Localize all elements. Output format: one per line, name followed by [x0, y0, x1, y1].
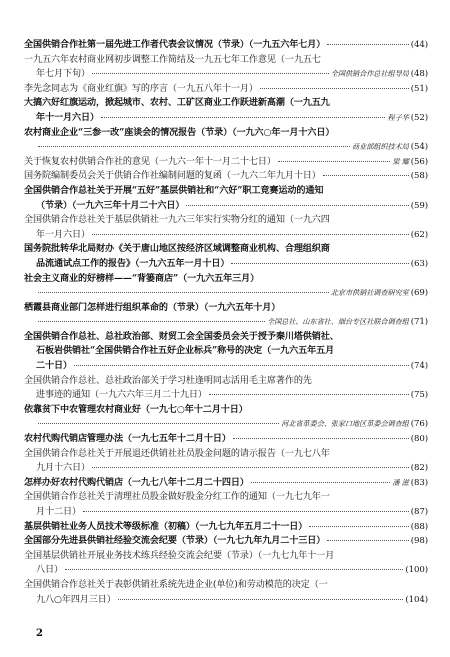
toc-entry-page: (104): [405, 594, 428, 605]
toc-entry[interactable]: [24, 155, 428, 170]
toc-entry-title-cont: （节录）（一九六三年十月二十六日）: [36, 199, 185, 211]
toc-entry-author: 全国总社、山东省社、烟台专区社联合调查组: [266, 317, 409, 327]
dot-leader: [92, 467, 409, 468]
toc-entry[interactable]: [24, 549, 428, 578]
toc-entry-title: 社会主义商业的好榜样——“背篓商店”（一九六五年三月）: [24, 272, 260, 284]
toc-entry-title-cont: 年七月下旬）: [36, 69, 90, 80]
toc-entry[interactable]: [24, 272, 428, 301]
toc-entry-title-cont: 年一月六日）: [36, 229, 90, 240]
toc-entry[interactable]: [24, 520, 428, 535]
dot-leader: [233, 438, 409, 439]
toc-entry-title-cont: 月十二日）: [36, 507, 81, 517]
dot-leader: [251, 482, 391, 483]
dot-leader: [260, 88, 409, 89]
toc-entry-title-cont: 二十日）: [36, 360, 72, 372]
dot-leader: [186, 205, 408, 206]
toc-entry-author: 潘 滋: [392, 477, 409, 487]
dot-leader: [65, 569, 403, 570]
table-of-contents: [24, 38, 428, 607]
toc-entry-title: 李先念同志为《商业红旗》写的序言（一九五八年十一月）: [24, 83, 258, 94]
toc-entry[interactable]: [24, 534, 428, 549]
toc-entry-page: (54): [410, 142, 428, 153]
dot-leader: [327, 540, 409, 541]
toc-entry[interactable]: [24, 403, 428, 432]
toc-entry-page: (100): [405, 565, 428, 576]
toc-entry-page: (48): [410, 69, 428, 80]
dot-leader: [74, 365, 409, 366]
toc-entry[interactable]: [24, 490, 428, 519]
toc-entry[interactable]: [24, 432, 428, 447]
toc-entry-title-cont: 九月十六日）: [36, 463, 90, 474]
toc-entry-page: (88): [410, 521, 428, 532]
toc-entry-page: (82): [410, 463, 428, 474]
toc-entry-title: 全国基层供销社开展业务技术练兵经验交流会纪要（节录）（一九七九年十一月: [24, 550, 335, 561]
dot-leader: [38, 321, 265, 322]
toc-entry-page: (52): [410, 112, 428, 123]
toc-entry-title: 全国供销合作总社关于基层供销社一九六三年实行实物分红的通知（一九六四: [24, 215, 330, 226]
toc-entry-title: 大搞六好红旗运动，掀起城市、农村、工矿区商业工作跃进新高潮（一九五九: [24, 97, 330, 109]
toc-entry[interactable]: [24, 374, 428, 403]
toc-entry-page: (63): [410, 258, 428, 269]
toc-entry-author: 河北省革委会、张家口地区革委会调查组: [281, 419, 409, 429]
toc-entry-title: 依靠贫下中农管理农村商业好（一九七○年十二月十日）: [24, 403, 248, 415]
toc-entry-title: 全国供销合作社第一届先进工作者代表会议情况（节录）（一九五六年七月）: [24, 39, 326, 50]
toc-entry-page: (62): [410, 229, 428, 240]
toc-entry-page: (71): [410, 317, 428, 328]
toc-entry-title: 全国供销合作总社、总社政治部关于学习杜逢明同志活用毛主席著作的先: [24, 375, 312, 386]
toc-entry-title-cont: 品流通试点工作的报告》（一九六五年一月十日）: [36, 257, 230, 269]
dot-leader: [92, 73, 329, 74]
toc-entry-page: (76): [410, 419, 428, 430]
toc-entry[interactable]: [24, 169, 428, 184]
toc-entry[interactable]: [24, 578, 428, 607]
dot-leader: [38, 146, 350, 147]
toc-entry-author: 程子华: [387, 112, 409, 122]
dot-leader: [118, 599, 404, 600]
toc-entry[interactable]: [24, 330, 428, 374]
dot-leader: [327, 44, 409, 45]
toc-entry-page: (58): [410, 171, 428, 182]
toc-entry-page: (69): [410, 288, 428, 299]
toc-entry-title: 全国供销合作总社关于清理社员股金做好股金分红工作的通知（一九七九年一: [24, 492, 330, 503]
toc-entry-author: 梁 耀: [392, 156, 409, 166]
toc-entry-title: 关于恢复农村供销合作社的意见（一九六一年十一月二十七日）: [24, 156, 276, 167]
toc-entry[interactable]: [24, 213, 428, 242]
dot-leader: [209, 394, 409, 395]
dot-leader: [278, 161, 391, 162]
toc-entry-title: 全国供销合作总社关于开展退还供销社社员股金问题的请示报告（一九七八年: [24, 448, 330, 459]
toc-entry-title: 全国供销合作总社、总社政治部、财贸工会全国委员会关于授予秦川塔供销社、: [24, 330, 339, 342]
toc-entry-title: 全国部分先进县供销社经验交流会纪要（节录）（一九七九年九月二十三日）: [24, 535, 326, 547]
toc-entry[interactable]: [24, 242, 428, 271]
toc-entry[interactable]: [24, 82, 428, 97]
toc-entry[interactable]: [24, 184, 428, 213]
toc-entry-title: 一九五六年农村商业网初步调整工作简结及一九五七年工作意见（一九五七: [24, 54, 321, 65]
toc-entry[interactable]: [24, 96, 428, 125]
toc-entry-page: (44): [410, 40, 428, 50]
toc-entry-author: 商业部组织技术局: [352, 142, 409, 152]
toc-entry-page: (98): [410, 536, 428, 547]
dot-leader: [231, 263, 408, 264]
toc-entry[interactable]: [24, 447, 428, 476]
dot-leader: [323, 175, 409, 176]
dot-leader: [83, 511, 409, 512]
toc-entry-page: (87): [410, 507, 428, 517]
toc-entry-page: (74): [410, 361, 428, 372]
toc-entry-author: 北京市供销社调查研究室: [330, 288, 409, 298]
dot-leader: [92, 234, 409, 235]
toc-entry[interactable]: [24, 126, 428, 155]
toc-entry-author: 全国供销合作总社组导局: [330, 69, 409, 79]
toc-entry-page: (83): [410, 477, 428, 488]
toc-entry-title: 怎样办好农村代购代销店（一九七八年十二月二十四日）: [24, 476, 249, 488]
toc-entry-title: 国务院编制委员会关于供销合作社编制问题的复函（一九六二年九月十日）: [24, 171, 321, 182]
toc-entry[interactable]: [24, 38, 428, 53]
dot-leader: [101, 117, 386, 118]
toc-entry[interactable]: [24, 301, 428, 330]
toc-entry[interactable]: [24, 476, 428, 491]
toc-entry-page: (80): [410, 434, 428, 445]
toc-entry-title: 全国供销合作总社关于表彰供销社系统先进企业(单位)和劳动模范的决定（一: [24, 579, 328, 590]
toc-entry-title: 全国供销合作总社关于开展“五好”基层供销社和“六好”职工竞赛运动的通知: [24, 184, 324, 196]
toc-entry-title-cont: 八日）: [36, 565, 63, 576]
toc-entry-title-cont: 进事迹的通知（一九六六年三月二十九日）: [36, 390, 207, 401]
page-number: 2: [36, 628, 43, 639]
toc-entry-title-cont: 年十一月六日）: [36, 111, 99, 123]
toc-entry-title-cont: 石板岩供销社“全国供销合作社五好企业标兵”称号的决定（一九六五年五月: [36, 345, 335, 357]
toc-entry-page: (51): [410, 83, 428, 94]
toc-entry[interactable]: [24, 53, 428, 82]
dot-leader: [309, 526, 408, 527]
toc-entry-page: (59): [410, 200, 428, 211]
toc-entry-title-cont: 九八○年四月三日）: [36, 594, 116, 605]
toc-entry-title: 农村代购代销店管理办法（一九七五年十二月十日）: [24, 433, 231, 445]
toc-entry-title: 基层供销社业务人员技术等级标准（初稿）（一九七九年五月二十一日）: [24, 520, 308, 532]
toc-entry-page: (56): [410, 156, 428, 167]
toc-entry-title: 栖霞县商业部门怎样进行组织革命的（节录）（一九六五年十月）: [24, 301, 281, 313]
toc-entry-title: 国务院批转华北局财办《关于唐山地区按经济区域调整商业机构、合理组织商: [24, 243, 330, 255]
toc-entry-page: (75): [410, 390, 428, 401]
dot-leader: [38, 292, 329, 293]
dot-leader: [38, 423, 279, 424]
toc-entry-title: 农村商业企业“三参一改”座谈会的情况报告（节录）（一九六○年一月十六日）: [24, 126, 335, 138]
